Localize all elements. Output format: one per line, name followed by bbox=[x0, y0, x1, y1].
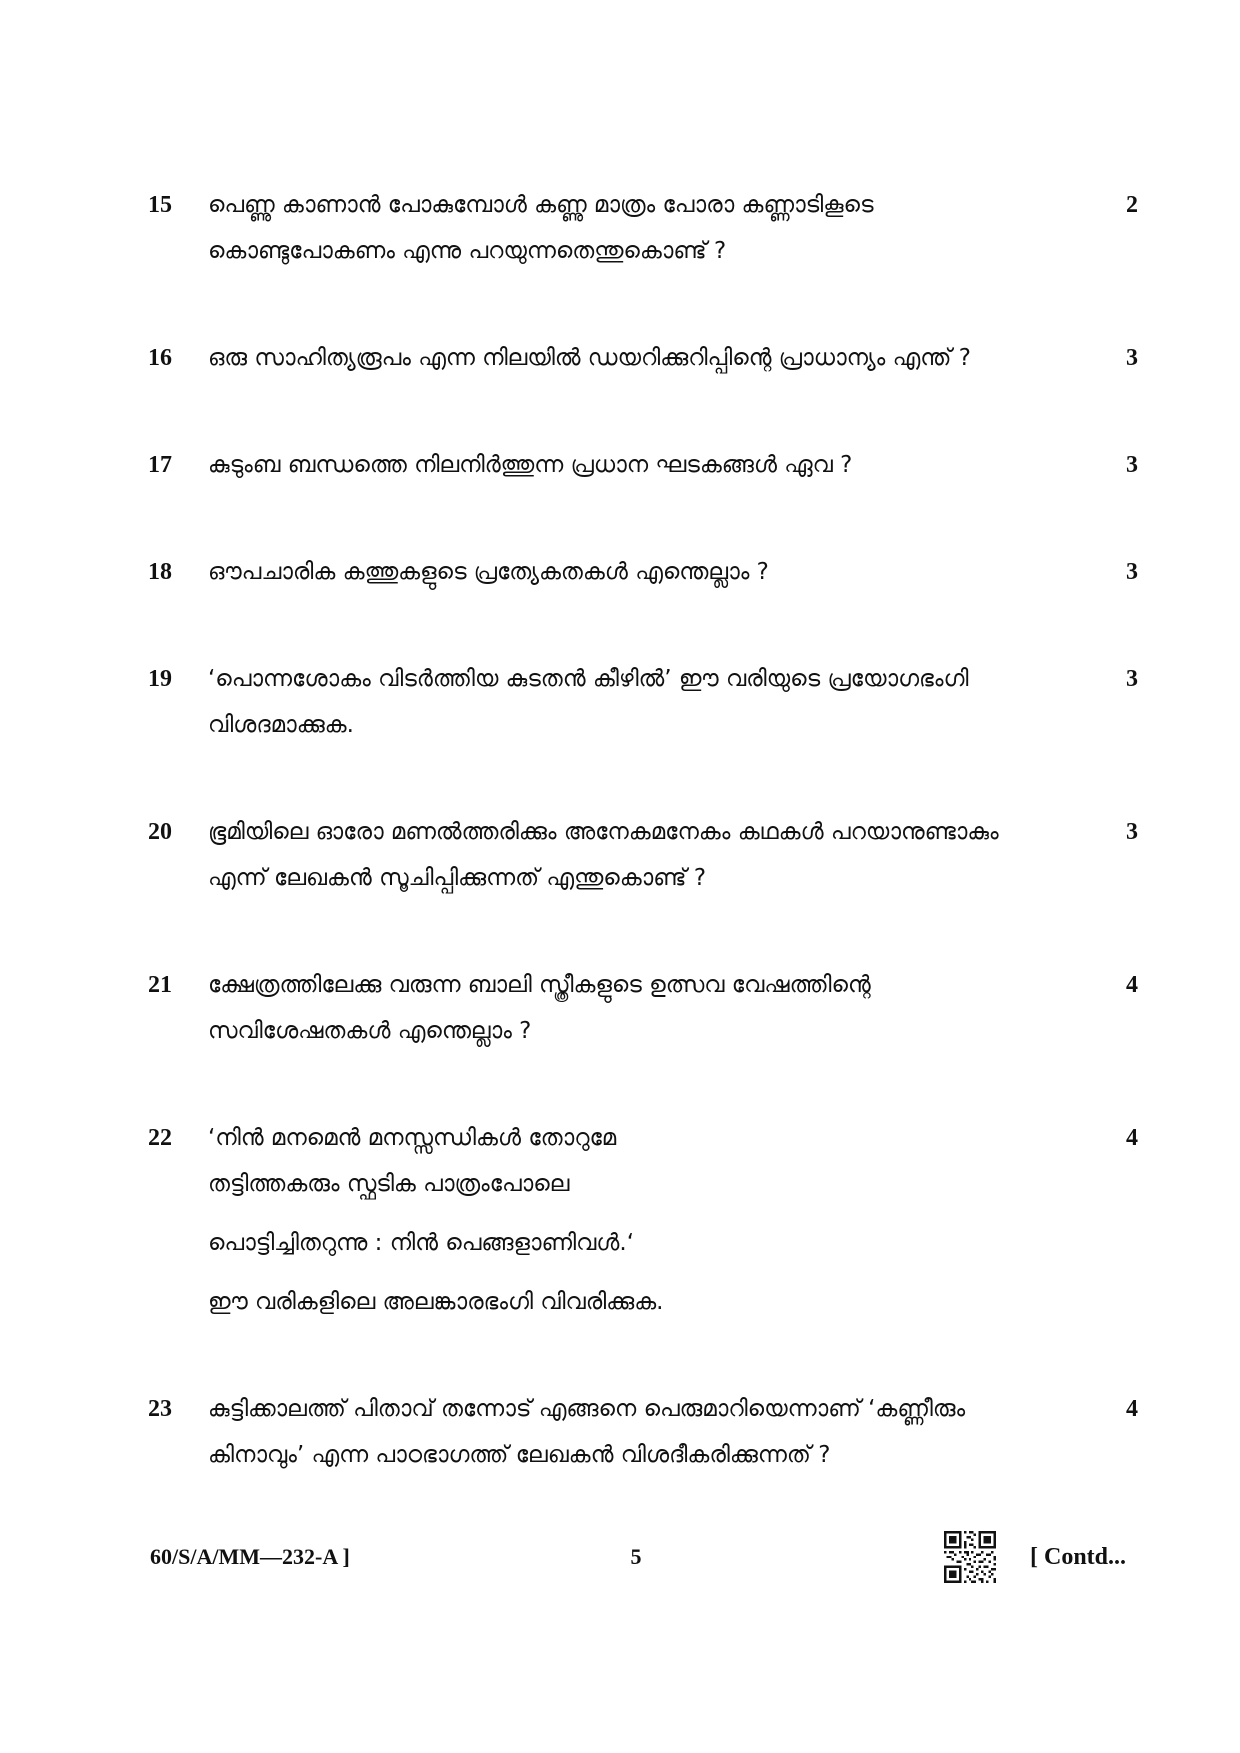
question-marks: 3 bbox=[1126, 819, 1138, 845]
page-number: 5 bbox=[630, 1544, 642, 1569]
question-marks: 4 bbox=[1126, 1396, 1138, 1422]
question-line: ഒരു സാഹിത്യരൂപം എന്ന നിലയിൽ ഡയറിക്കുറിപ്പിന്റെ പ്രാധാന്യം എന്ത് ? bbox=[208, 345, 971, 371]
question-line: പെണ്ണു കാണാൻ പോകുമ്പോൾ കണ്ണു മാത്രം പോരാ കണ്ണാടികൂടെ bbox=[208, 192, 874, 218]
question-line: ഔപചാരിക കത്തുകളുടെ പ്രത്യേകതകൾ എന്തെല്ലാം ? bbox=[208, 559, 769, 585]
question-text bbox=[208, 182, 1103, 274]
question-line: ക്ഷേത്രത്തിലേക്കു വരുന്ന ബാലി സ്ത്രീകളുടെ ഉത്സവ വേഷത്തിന്റെ bbox=[208, 972, 871, 998]
question-text bbox=[208, 809, 1103, 901]
question-marks: 3 bbox=[1126, 559, 1138, 585]
question-line: എന്ന് ലേഖകൻ സൂചിപ്പിക്കുന്നത് എന്തുകൊണ്ട് ? bbox=[208, 865, 707, 891]
question-text bbox=[208, 1386, 1103, 1478]
question-number: 16 bbox=[148, 345, 172, 371]
question-marks: 3 bbox=[1126, 666, 1138, 692]
question-text bbox=[208, 656, 1103, 748]
poem-line: തട്ടിത്തകരും സ്ഫടിക പാത്രംപോലെ bbox=[208, 1171, 570, 1197]
question-text bbox=[208, 335, 1103, 381]
paper-code: 60/S/A/MM—232-A ] bbox=[150, 1544, 350, 1569]
question-16 bbox=[148, 335, 1138, 381]
question-list bbox=[148, 182, 1138, 1478]
question-text bbox=[208, 962, 1103, 1054]
question-marks: 3 bbox=[1126, 345, 1138, 371]
question-line: വിശദമാക്കുക. bbox=[208, 712, 354, 738]
question-number: 15 bbox=[148, 192, 172, 218]
question-marks: 4 bbox=[1126, 972, 1138, 998]
question-number: 17 bbox=[148, 452, 172, 478]
question-line: കൊണ്ടുപോകണം എന്നു പറയുന്നതെന്തുകൊണ്ട് ? bbox=[208, 238, 727, 264]
question-text bbox=[208, 549, 1103, 595]
question-22 bbox=[148, 1115, 1138, 1325]
question-19 bbox=[148, 656, 1138, 748]
question-line: ഭൂമിയിലെ ഓരോ മണൽത്തരിക്കും അനേകമനേകം കഥകൾ പറയാനുണ്ടാകും bbox=[208, 819, 999, 845]
question-line: ഈ വരികളിലെ അലങ്കാരഭംഗി വിവരിക്കുക. bbox=[208, 1289, 664, 1315]
question-line: കുട്ടിക്കാലത്ത് പിതാവ് തന്നോട് എങ്ങനെ പെരുമാറിയെന്നാണ് ‘കണ്ണീരും bbox=[208, 1396, 966, 1422]
question-21 bbox=[148, 962, 1138, 1054]
question-number: 19 bbox=[148, 666, 172, 692]
question-23 bbox=[148, 1386, 1138, 1478]
question-number: 23 bbox=[148, 1396, 172, 1422]
question-marks: 4 bbox=[1126, 1125, 1138, 1151]
question-18 bbox=[148, 549, 1138, 595]
poem-line: പൊട്ടിച്ചിതറുന്നു : നിൻ പെങ്ങളാണിവൾ.‘ bbox=[208, 1230, 635, 1256]
question-marks: 3 bbox=[1126, 452, 1138, 478]
question-text bbox=[208, 1115, 1103, 1325]
question-20 bbox=[148, 809, 1138, 901]
question-text bbox=[208, 442, 1103, 488]
question-number: 22 bbox=[148, 1125, 172, 1151]
qr-code bbox=[944, 1531, 996, 1583]
question-number: 20 bbox=[148, 819, 172, 845]
question-marks: 2 bbox=[1126, 192, 1138, 218]
question-line: കിനാവും’ എന്ന പാഠഭാഗത്ത് ലേഖകൻ വിശദീകരിക്കുന്നത് ? bbox=[208, 1442, 831, 1468]
question-line: സവിശേഷതകൾ എന്തെല്ലാം ? bbox=[208, 1018, 532, 1044]
question-number: 18 bbox=[148, 559, 172, 585]
question-line: കുടുംബ ബന്ധത്തെ നിലനിർത്തുന്ന പ്രധാന ഘടകങ്ങൾ ഏവ ? bbox=[208, 452, 853, 478]
question-number: 21 bbox=[148, 972, 172, 998]
question-15 bbox=[148, 182, 1138, 274]
question-17 bbox=[148, 442, 1138, 488]
question-line: ‘പൊന്നശോകം വിടർത്തിയ കുടതൻ കീഴിൽ’ ഈ വരിയുടെ പ്രയോഗഭംഗി bbox=[208, 666, 969, 692]
poem-line: ‘നിൻ മനമെൻ മനസ്സന്ധികൾ തോറുമേ bbox=[208, 1125, 617, 1151]
continued-label: [ Contd... bbox=[1030, 1544, 1127, 1570]
